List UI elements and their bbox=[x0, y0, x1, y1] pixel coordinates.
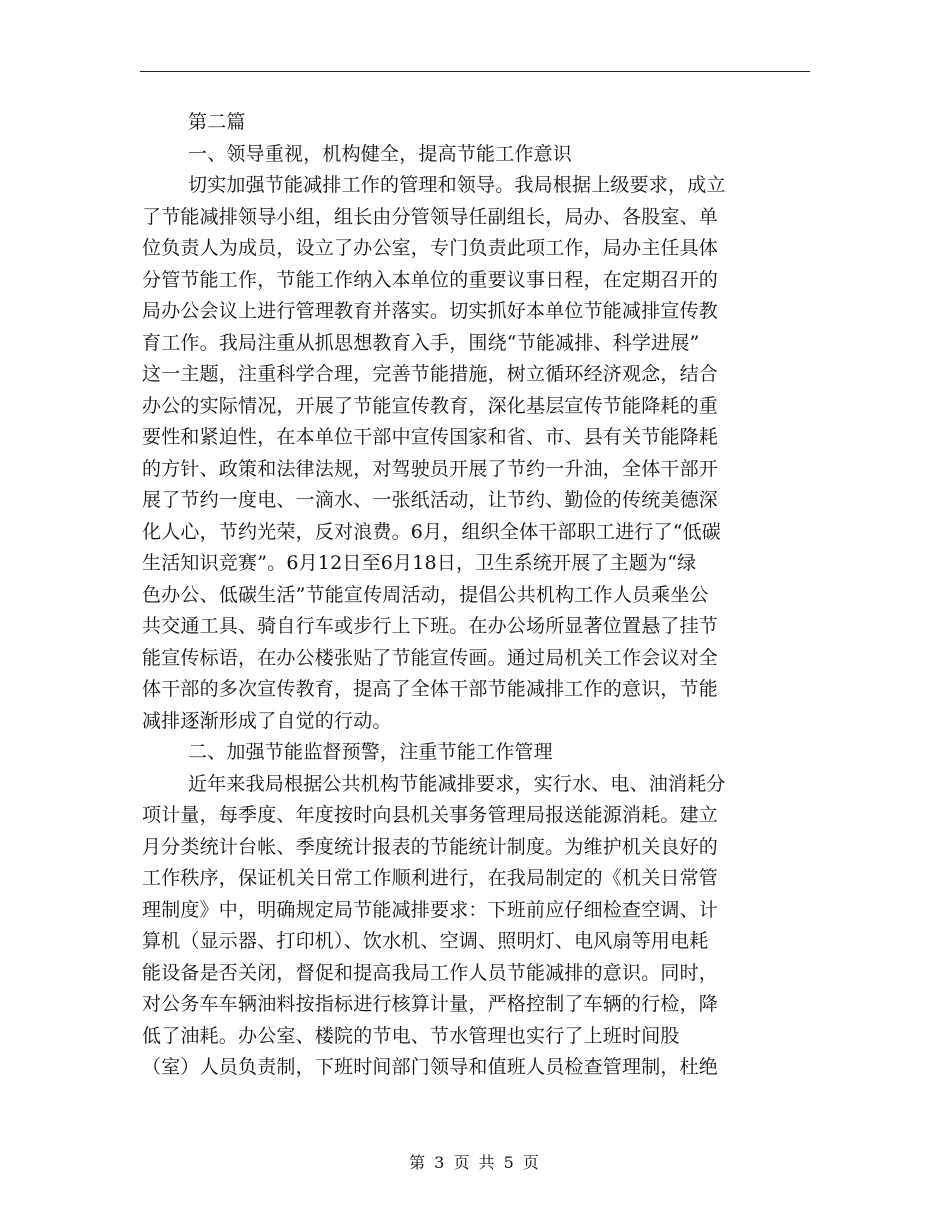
text-line: 低了油耗。办公室、楼院的节电、节水管理也实行了上班时间股 bbox=[142, 1024, 680, 1047]
text-line: 分管节能工作，节能工作纳入本单位的重要议事日程，在定期召开的 bbox=[142, 268, 719, 291]
text-line: 切实加强节能减排工作的管理和领导。我局根据上级要求，成立 bbox=[188, 174, 726, 196]
page-footer: 第 3 页 共 5 页 bbox=[409, 1153, 541, 1172]
text-line: 近年来我局根据公共机构节能减排要求，实行水、电、油消耗分 bbox=[188, 772, 726, 795]
text-line: 能宣传标语，在办公楼张贴了节能宣传画。通过局机关工作会议对全 bbox=[142, 646, 719, 669]
text-line: 二、加强节能监督预警，注重节能工作管理 bbox=[188, 741, 553, 763]
text-line: 展了节约一度电、一滴水、一张纸活动，让节约、勤俭的传统美德深 bbox=[142, 489, 719, 511]
text-line: 减排逐渐形成了自觉的行动。 bbox=[142, 709, 392, 732]
header-rule bbox=[140, 71, 810, 72]
document-body bbox=[142, 107, 797, 1084]
text-line: 要性和紧迫性，在本单位干部中宣传国家和省、市、县有关节能降耗 bbox=[142, 426, 719, 448]
text-line: 对公务车车辆油料按指标进行核算计量，严格控制了车辆的行检，降 bbox=[142, 993, 719, 1015]
text-line: 第二篇 bbox=[188, 111, 246, 133]
text-line: 共交通工具、骑自行车或步行上下班。在办公场所显著位置悬了挂节 bbox=[142, 615, 719, 637]
text-line: 算机（显示器、打印机）、饮水机、空调、照明灯、电风扇等用电耗 bbox=[142, 930, 709, 952]
text-line: 一、领导重视，机构健全，提高节能工作意识 bbox=[188, 142, 573, 165]
text-line: 了节能减排领导小组，组长由分管领导任副组长，局办、各股室、单 bbox=[142, 205, 719, 228]
text-line: 色办公、低碳生活”节能宣传周活动，提倡公共机构工作人员乘坐公 bbox=[142, 583, 709, 606]
text-line: 育工作。我局注重从抓思想教育入手，围绕“节能减排、科学进展” bbox=[142, 331, 700, 354]
text-line: 体干部的多次宣传教育，提高了全体干部节能减排工作的意识，节能 bbox=[142, 678, 719, 700]
text-line: 月分类统计台帐、季度统计报表的节能统计制度。为维护机关良好的 bbox=[142, 835, 719, 858]
text-line: 化人心，节约光荣，反对浪费。6月，组织全体干部职工进行了“低碳 bbox=[142, 520, 722, 543]
text-line: 办公的实际情况，开展了节能宣传教育，深化基层宣传节能降耗的重 bbox=[142, 394, 719, 417]
text-line: 的方针、政策和法律法规，对驾驶员开展了节约一升油，全体干部开 bbox=[142, 457, 719, 480]
text-line: （室）人员负责制，下班时间部门领导和值班人员检查管理制，杜绝 bbox=[142, 1056, 719, 1078]
text-line: 位负责人为成员，设立了办公室，专门负责此项工作，局办主任具体 bbox=[142, 237, 719, 259]
text-line: 这一主题，注重科学合理，完善节能措施，树立循环经济观念，结合 bbox=[142, 363, 719, 385]
text-line: 工作秩序，保证机关日常工作顺利进行，在我局制定的《机关日常管 bbox=[142, 867, 719, 889]
text-line: 生活知识竞赛”。6月12日至6月18日，卫生系统开展了主题为“绿 bbox=[142, 552, 697, 574]
text-line: 局办公会议上进行管理教育并落实。切实抓好本单位节能减排宣传教 bbox=[142, 300, 719, 322]
text-line: 能设备是否关闭，督促和提高我局工作人员节能减排的意识。同时， bbox=[142, 961, 719, 984]
text-line: 理制度》中，明确规定局节能减排要求：下班前应仔细检查空调、计 bbox=[142, 898, 719, 921]
text-line: 项计量，每季度、年度按时向县机关事务管理局报送能源消耗。建立 bbox=[142, 804, 719, 826]
